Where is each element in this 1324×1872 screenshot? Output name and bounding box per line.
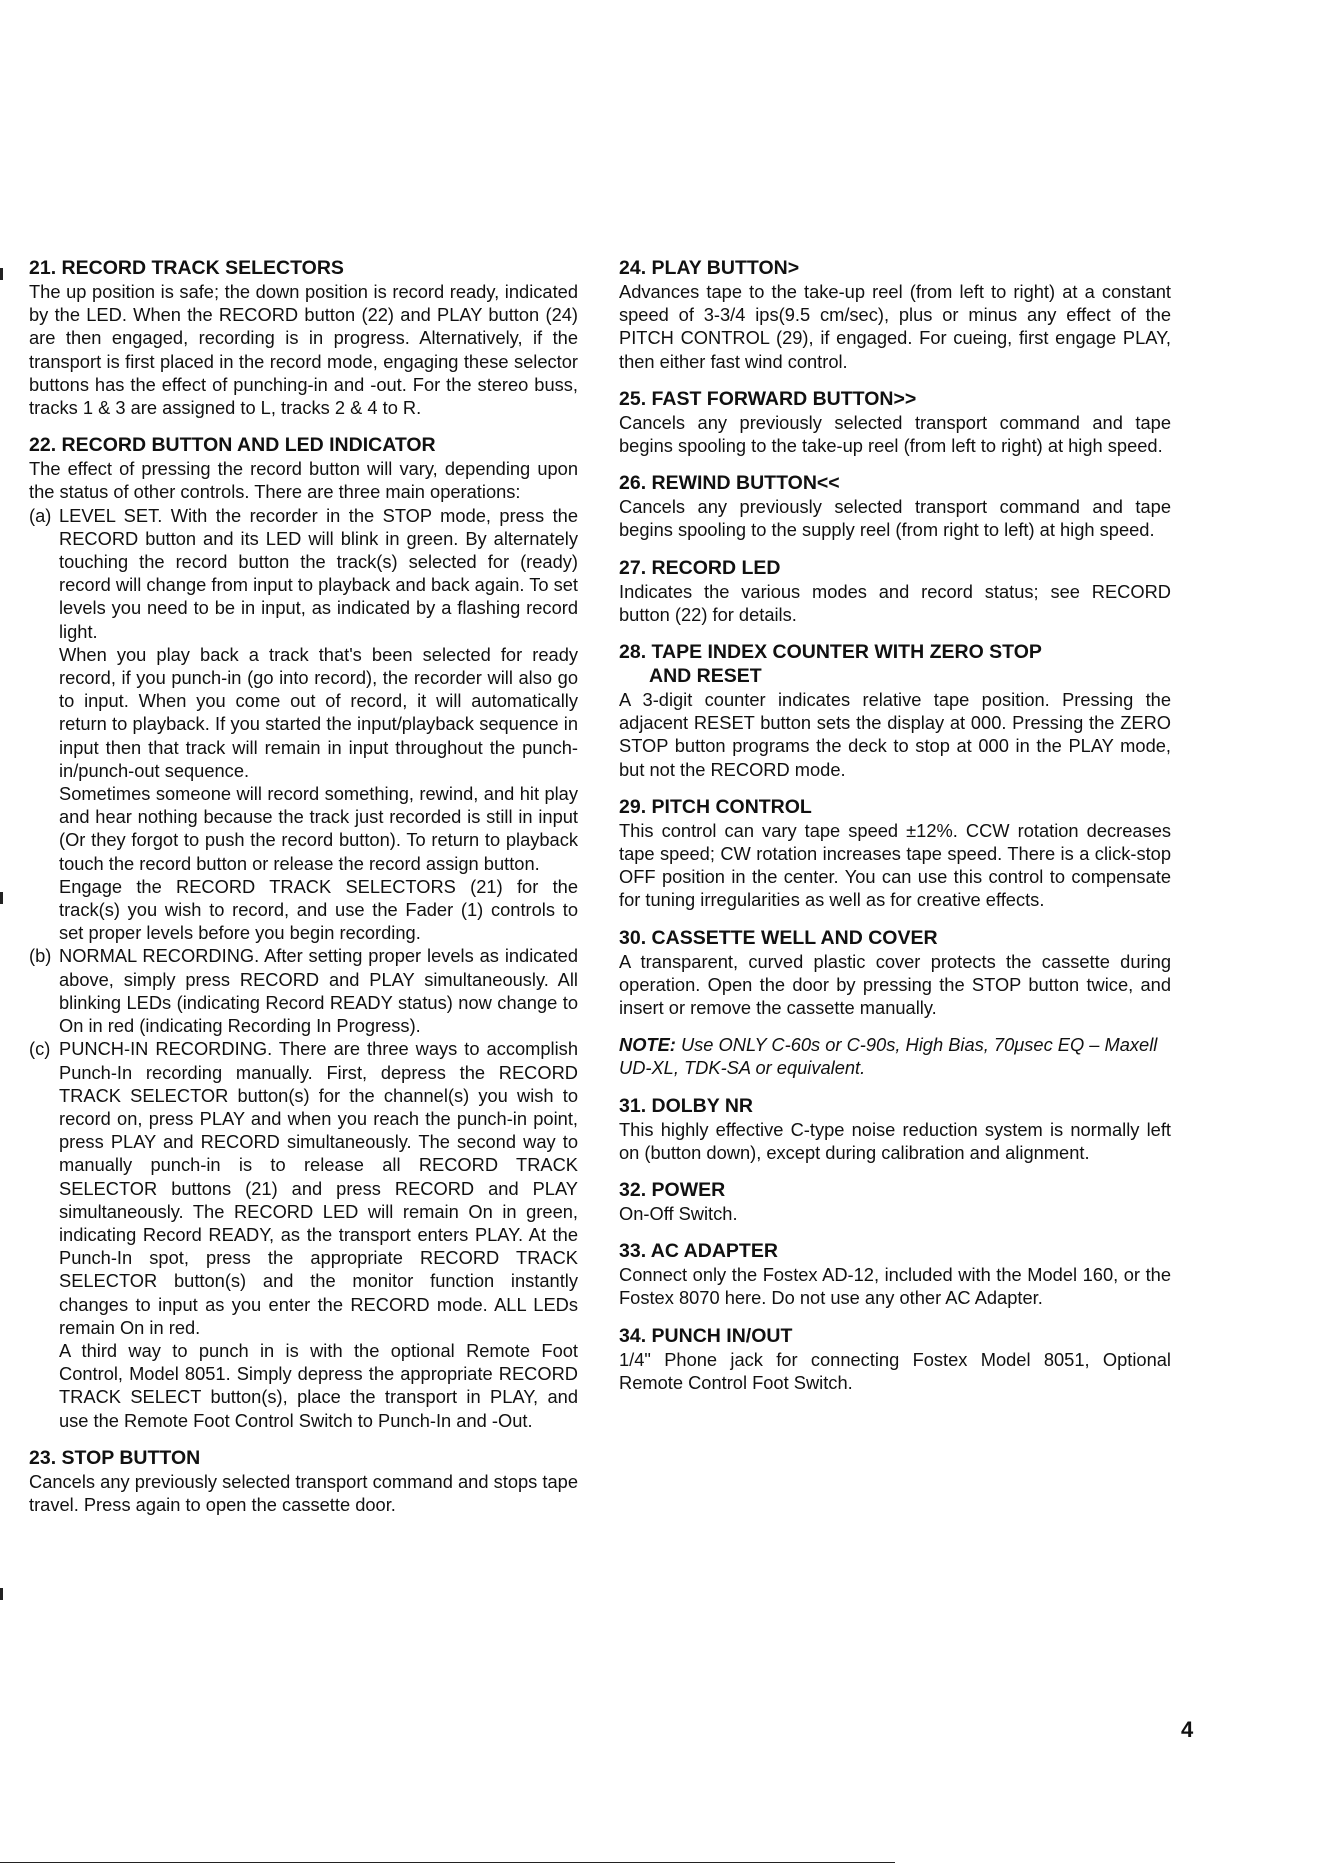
- section-heading: 26. REWIND BUTTON<<: [619, 472, 840, 495]
- section-21: [29, 256, 578, 419]
- note-text: [619, 1033, 1171, 1079]
- subsection-paragraph: NORMAL RECORDING. After setting proper levels as indicated above, simply press RECORD and PLAY simultaneously. All blinking LEDs (indicating Record READY status) now change to On in red (indicating Recording In Progress).: [59, 945, 578, 1037]
- left-column: [29, 256, 578, 1530]
- section-text: The up position is safe; the down position is record ready, indicated by the LED. When the RECORD button (22) and PLAY button (24) are then engaged, recording is in progress. Alternatively, if the transport is first placed in the record mode, engaging these selector buttons has the effect of punching-in and -out. For the stereo buss, tracks 1 & 3 are assigned to L, tracks 2 & 4 to R.: [29, 281, 578, 419]
- bottom-rule: [0, 1862, 895, 1863]
- section-text: On-Off Switch.: [619, 1203, 738, 1225]
- subsection-marker: (c): [29, 1038, 51, 1060]
- section-24: [619, 256, 1171, 373]
- subsection-paragraph: A third way to punch in is with the optional Remote Foot Control, Model 8051. Simply depress the appropriate RECORD TRACK SELECT button(s), place the transport in PLAY, and use the Remote Foot Control Switch to Punch-In and -Out.: [59, 1339, 578, 1431]
- subsection-paragraph: Engage the RECORD TRACK SELECTORS (21) for the track(s) you wish to record, and use the Fader (1) controls to set proper levels before you begin recording.: [59, 875, 578, 944]
- section-text: Cancels any previously selected transport command and tape begins spooling to the supply reel (from right to left) at high speed.: [619, 496, 1171, 541]
- section-text: Indicates the various modes and record status; see RECORD button (22) for details.: [619, 580, 1171, 625]
- note: [619, 1033, 1171, 1079]
- section-29: [619, 795, 1171, 912]
- note-body: Use ONLY C-60s or C-90s, High Bias, 70μsec EQ – Maxell UD-XL, TDK-SA or equivalent.: [619, 1034, 1158, 1079]
- scan-mark: [0, 268, 3, 280]
- section-33: [619, 1239, 1171, 1309]
- section-text: Advances tape to the take-up reel (from left to right) at a constant speed of 3-3/4 ips(9.5 cm/sec), plus or minus any effect of the PITCH CONTROL (29), if engaged. For cueing, first engage PLAY, then either fast wind control.: [619, 281, 1171, 372]
- page-number: 4: [1181, 1717, 1194, 1742]
- section-intro: The effect of pressing the record button will vary, depending upon the status of other controls. There are three main operations:: [29, 458, 578, 503]
- scan-mark: [0, 892, 3, 904]
- section-25: [619, 387, 1171, 457]
- section-heading: 33. AC ADAPTER: [619, 1240, 778, 1263]
- section-22: [29, 433, 578, 1432]
- section-text: 1/4" Phone jack for connecting Fostex Model 8051, Optional Remote Control Foot Switch.: [619, 1348, 1171, 1393]
- section-heading: 22. RECORD BUTTON AND LED INDICATOR: [29, 434, 436, 457]
- section-text: This highly effective C-type noise reduction system is normally left on (button down), except during calibration and alignment.: [619, 1118, 1171, 1163]
- subsection-paragraph: Sometimes someone will record something, rewind, and hit play and hear nothing because the track just recorded is still in input (Or they forgot to push the record button). To return to playback touch the record button or release the record assign button.: [59, 783, 578, 874]
- section-heading: 32. POWER: [619, 1179, 726, 1202]
- subsection-b: [29, 944, 578, 1037]
- section-28: [619, 640, 1171, 781]
- section-text: A transparent, curved plastic cover protects the cassette during operation. Open the door by pressing the STOP button twice, and insert or remove the cassette manually.: [619, 950, 1171, 1019]
- section-heading: 27. RECORD LED: [619, 556, 781, 579]
- section-heading: 24. PLAY BUTTON>: [619, 257, 800, 279]
- section-heading: 21. RECORD TRACK SELECTORS: [29, 257, 344, 279]
- section-34: [619, 1324, 1171, 1394]
- section-heading-line: AND RESET: [649, 665, 762, 688]
- section-text: Cancels any previously selected transport command and stops tape travel. Press again to open the cassette door.: [29, 1470, 578, 1515]
- section-text: Cancels any previously selected transport command and tape begins spooling to the take-up reel (from left to right) at high speed.: [619, 411, 1171, 457]
- section-heading: 25. FAST FORWARD BUTTON>>: [619, 387, 917, 410]
- section-27: [619, 556, 1171, 626]
- section-heading: 23. STOP BUTTON: [29, 1446, 201, 1469]
- section-31: [619, 1094, 1171, 1164]
- section-30: [619, 926, 1171, 1020]
- section-heading-line: 28. TAPE INDEX COUNTER WITH ZERO STOP: [619, 641, 1042, 664]
- section-text: A 3-digit counter indicates relative tape position. Pressing the adjacent RESET button sets the display at 000. Pressing the ZERO STOP button programs the deck to stop at 000 in the PLAY mode, but not the RECORD mode.: [619, 689, 1171, 780]
- note-label: NOTE:: [619, 1034, 676, 1056]
- scan-mark: [0, 1588, 3, 1600]
- section-26: [619, 471, 1171, 541]
- section-23: [29, 1446, 578, 1516]
- subsection-paragraph: When you play back a track that's been selected for ready record, if you punch-in (go into record), the recorder will also go to input. When you come out of record, it will automatically return to playback. If you started the input/playback sequence in input then that track will remain in input throughout the punch-in/punch-out sequence.: [59, 643, 578, 781]
- section-heading: 30. CASSETTE WELL AND COVER: [619, 926, 938, 949]
- subsection-a: [29, 504, 578, 945]
- subsection-marker: (b): [29, 945, 52, 967]
- section-heading: 29. PITCH CONTROL: [619, 795, 812, 818]
- section-heading: 31. DOLBY NR: [619, 1094, 754, 1117]
- section-text: Connect only the Fostex AD-12, included with the Model 160, or the Fostex 8070 here. Do not use any other AC Adapter.: [619, 1264, 1171, 1309]
- section-heading: 34. PUNCH IN/OUT: [619, 1324, 793, 1347]
- section-text: This control can vary tape speed ±12%. CCW rotation decreases tape speed; CW rotation increases tape speed. There is a click-stop OFF position in the center. You can use this control to compensate for tuning irregularities as well as for creative effects.: [619, 819, 1171, 911]
- section-32: [619, 1178, 1171, 1225]
- section-heading: [619, 640, 1171, 688]
- subsection-c: [29, 1037, 578, 1431]
- right-column: [619, 256, 1171, 1408]
- subsection-paragraph: LEVEL SET. With the recorder in the STOP mode, press the RECORD button and its LED will blink in green. By alternately touching the record button the track(s) selected for (ready) record will change from input to playback and back again. To set levels you need to be in input, as indicated by a flashing record light.: [59, 504, 578, 642]
- subsection-paragraph: PUNCH-IN RECORDING. There are three ways to accomplish Punch-In recording manually. First, depress the RECORD TRACK SELECTOR button(s) for the channel(s) you wish to record on, press PLAY and when you reach the punch-in point, press PLAY and RECORD simultaneously. The second way to manually punch-in is to release all RECORD TRACK SELECTOR buttons (21) and press RECORD and PLAY simultaneously. The RECORD LED will remain On in green, indicating Record READY, as the transport enters PLAY. At the Punch-In spot, press the appropriate RECORD TRACK SELECTOR button(s) and the monitor function instantly changes to input as you enter the RECORD mode. ALL LEDs remain On in red.: [59, 1038, 578, 1338]
- subsection-marker: (a): [29, 504, 52, 526]
